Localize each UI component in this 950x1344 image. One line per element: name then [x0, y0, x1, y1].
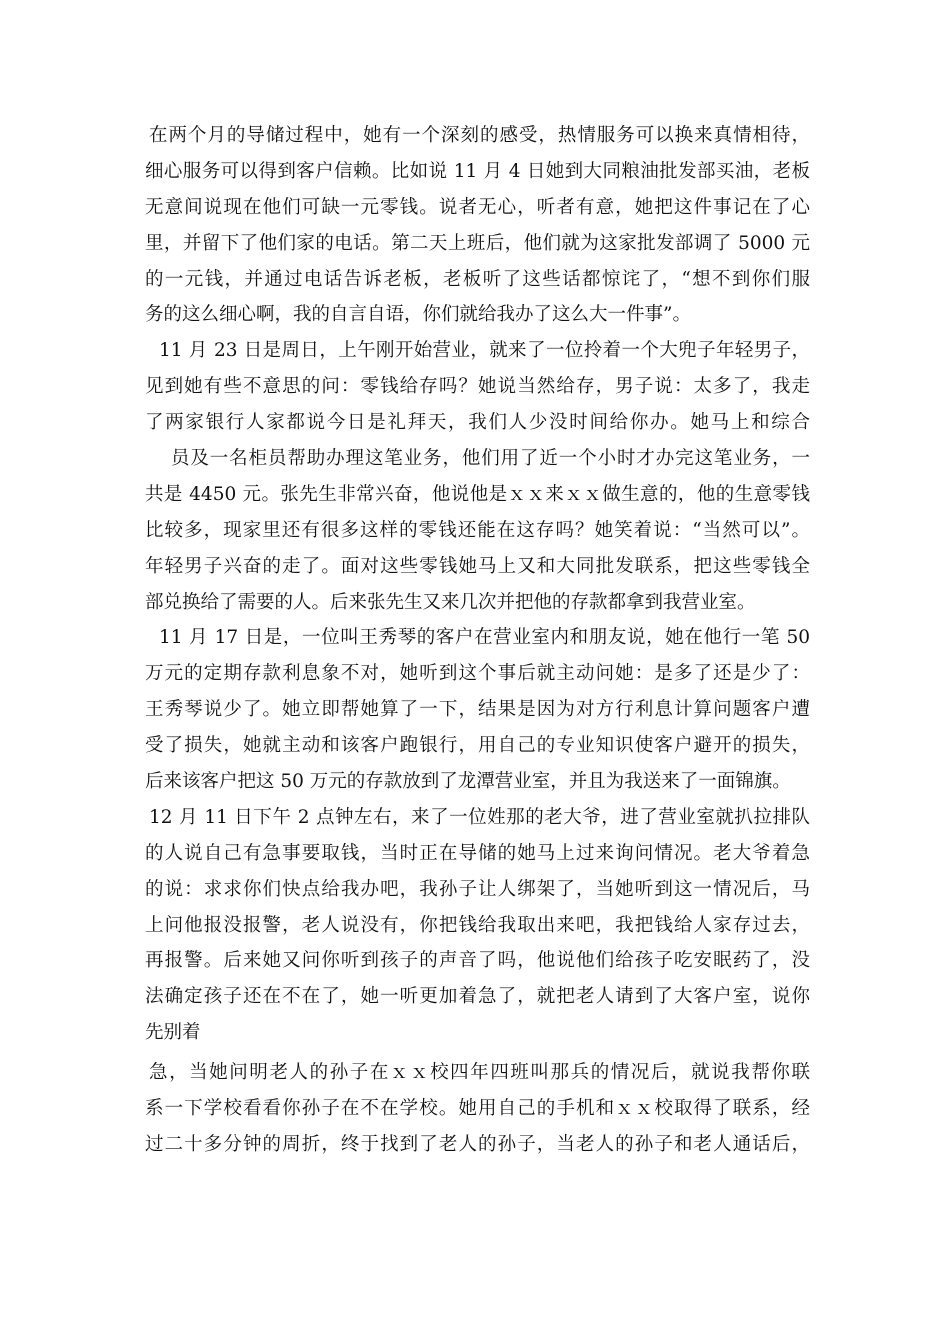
- text-line: 11 月 17 日是，一位叫王秀琴的客户在营业室内和朋友说，她在他行一笔 50: [159, 627, 810, 649]
- text-line: 员及一名柜员帮助办理这笔业务，他们用了近一个小时才办完这笔业务，一: [171, 448, 810, 470]
- text-line: 在两个月的导储过程中，她有一个深刻的感受，热情服务可以换来真情相待，: [149, 125, 810, 146]
- text-line: 急，当她问明老人的孙子在ｘｘ校四年四班叫那兵的情况后，就说我帮你联: [149, 1062, 810, 1084]
- text-line: 的一元钱，并通过电话告诉老板，老板听了这些话都惊诧了，“想不到你们服: [145, 268, 810, 290]
- text-line: 11 月 23 日是周日，上午刚开始营业，就来了一位拎着一个大兜子年轻男子，: [159, 340, 810, 362]
- text-line: 共是 4450 元。张先生非常兴奋，他说他是ｘｘ来ｘｘ做生意的，他的生意零钱: [145, 483, 810, 505]
- text-line: 比较多，现家里还有很多这样的零钱还能在这存吗？她笑着说：“当然可以”。: [145, 519, 810, 541]
- document-body: [145, 118, 810, 1163]
- text-line: 法确定孩子还在不在了，她一听更加着急了，就把老人请到了大客户室，说你: [145, 986, 810, 1008]
- text-line: 王秀琴说少了。她立即帮她算了一下，结果是因为对方行利息计算问题客户遭: [145, 699, 810, 721]
- text-line: 务的这么细心啊，我的自言自语，你们就给我办了这么大一件事”。: [145, 304, 691, 326]
- text-line: 12 月 11 日下午 2 点钟左右，来了一位姓那的老大爷，进了营业室就扒拉排队: [149, 806, 810, 828]
- text-line: 了两家银行人家都说今日是礼拜天，我们人少没时间给你办。她马上和综合: [145, 412, 810, 434]
- text-line: 年轻男子兴奋的走了。面对这些零钱她马上又和大同批发联系，把这些零钱全: [145, 555, 810, 577]
- text-line: 万元的定期存款利息象不对，她听到这个事后就主动问她：是多了还是少了：: [145, 663, 810, 685]
- text-line: 的人说自己有急事要取钱，当时正在导储的她马上过来询问情况。老大爷着急: [145, 842, 810, 864]
- text-line: 过二十多分钟的周折，终于找到了老人的孙子，当老人的孙子和老人通话后，: [145, 1133, 810, 1155]
- text-line: 见到她有些不意思的问：零钱给存吗？她说当然给存，男子说：太多了，我走: [145, 376, 810, 398]
- text-line: 里，并留下了他们家的电话。第二天上班后，他们就为这家批发部调了 5000 元: [145, 232, 810, 254]
- text-line: 无意间说现在他们可缺一元零钱。说者无心，听者有意，她把这件事记在了心: [145, 196, 810, 218]
- text-line: 系一下学校看看你孙子在不在学校。她用自己的手机和ｘｘ校取得了联系，经: [145, 1098, 810, 1120]
- text-line: 后来该客户把这 50 万元的存款放到了龙潭营业室，并且为我送来了一面锦旗。: [145, 771, 791, 793]
- text-line: 细心服务可以得到客户信赖。比如说 11 月 4 日她到大同粮油批发部买油，老板: [145, 160, 810, 182]
- text-line: 的说：求求你们快点给我办吧，我孙子让人绑架了，当她听到这一情况后，马: [145, 878, 810, 900]
- text-line: 上问他报没报警，老人说没有，你把钱给我取出来吧，我把钱给人家存过去，: [145, 914, 810, 936]
- text-line: 先别着: [145, 1022, 201, 1044]
- text-line: 部兑换给了需要的人。后来张先生又来几次并把他的存款都拿到我营业室。: [145, 591, 756, 613]
- text-line: 受了损失，她就主动和该客户跑银行，用自己的专业知识使客户避开的损失，: [145, 735, 810, 757]
- text-line: 再报警。后来她又问你听到孩子的声音了吗，他说他们给孩子吃安眠药了，没: [145, 950, 810, 972]
